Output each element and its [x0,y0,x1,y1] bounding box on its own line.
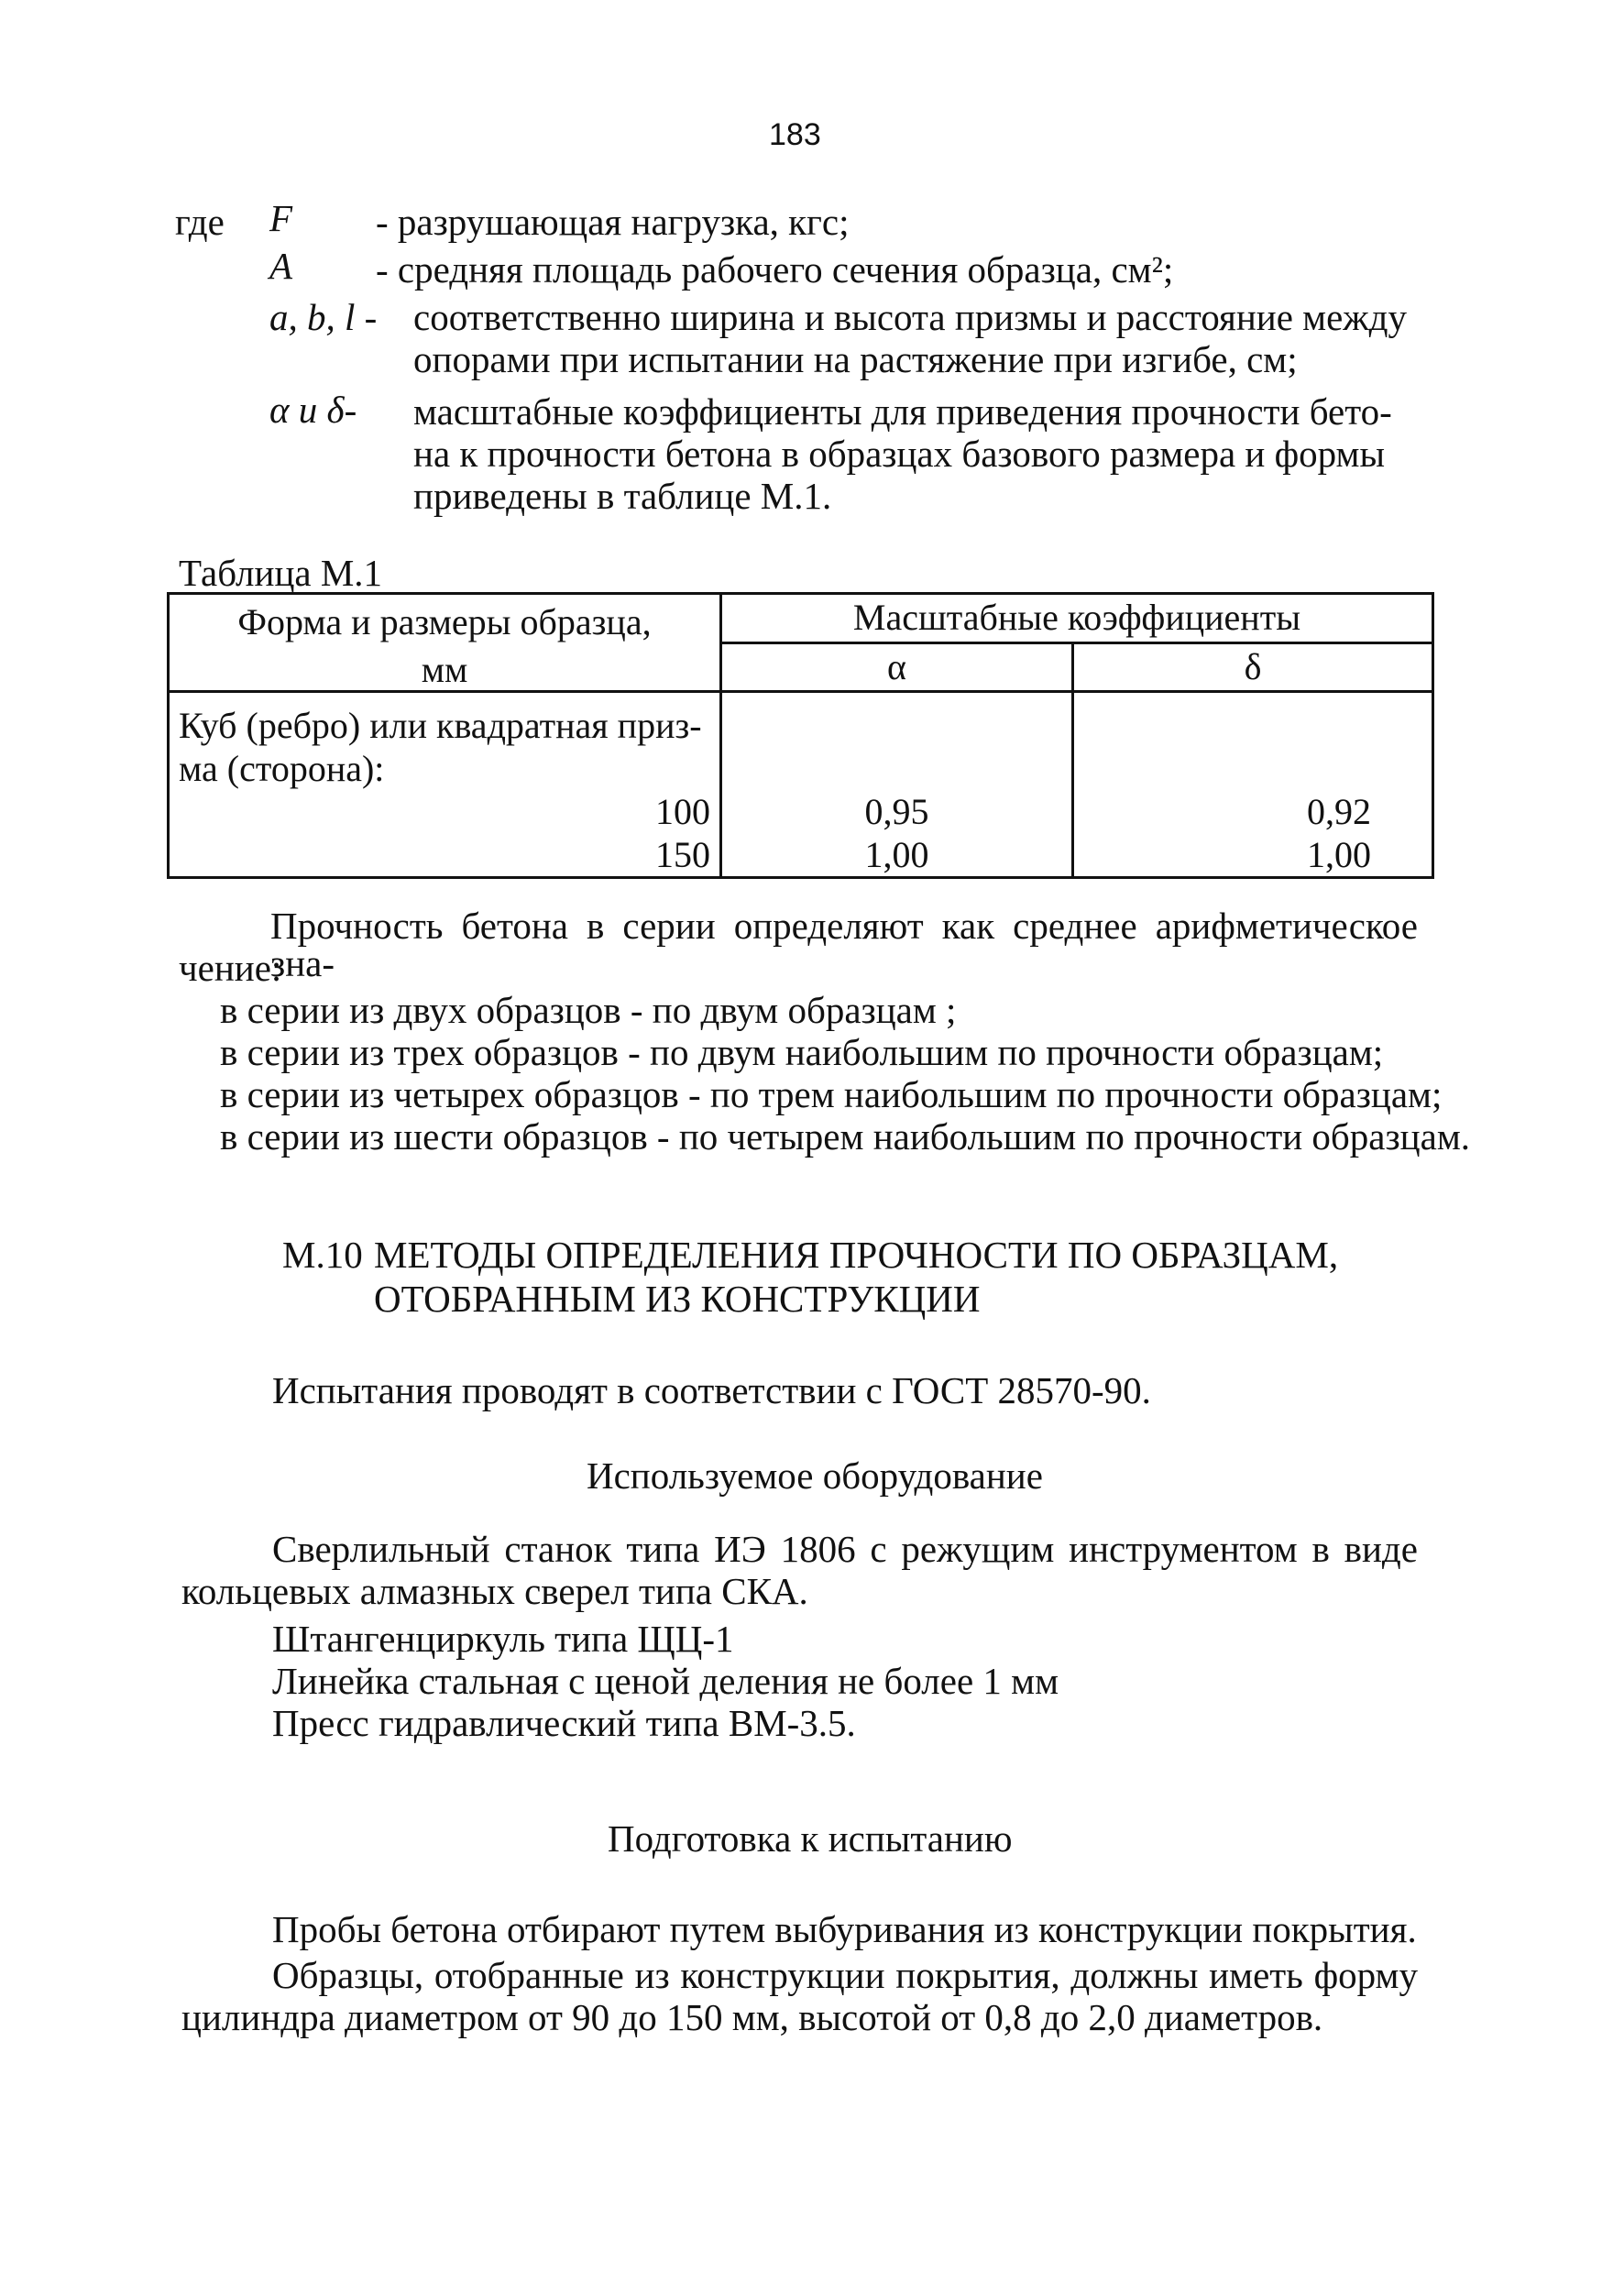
alpha-cell [721,692,1073,878]
col-shape-header [169,594,721,692]
strength-item-2: в серии из трех образцов - по двум наибольшим по прочности образцам; [220,1031,1384,1073]
section-title-line1: МЕТОДЫ ОПРЕДЕЛЕНИЯ ПРОЧНОСТИ ПО ОБРАЗЦАМ, [374,1234,1339,1276]
delta-cell [1073,692,1433,878]
section-title-line2: ОТОБРАННЫМ ИЗ КОНСТРУКЦИИ [374,1278,981,1320]
alpha-value-100: 0,95 [864,791,929,832]
definition-abl-line2: опорами при испытании на растяжение при изгибе, см; [413,338,1298,380]
preparation-line2: Образцы, отобранные из конструкции покрытия, должны иметь форму [272,1954,1418,1996]
equipment-heading: Используемое оборудование [587,1454,1043,1497]
definition-abl-line1: соответственно ширина и высота призмы и расстояние между [413,296,1407,338]
symbol-A: A [269,245,293,287]
strength-paragraph-line2: чение: [179,947,282,989]
preparation-line3: цилиндра диаметром от 90 до 150 мм, высотой от 0,8 до 2,0 диаметров. [181,1996,1323,2038]
equipment-line5: Пресс гидравлический типа ВМ-3.5. [272,1702,856,1744]
alpha-value-150: 1,00 [864,834,929,875]
definition-alpha-delta-line2: на к прочности бетона в образцах базового размера и формы [413,433,1386,475]
row-size-100: 100 [655,791,710,832]
definition-alpha-delta-line3: приведены в таблице М.1. [413,475,832,517]
preparation-line1: Пробы бетона отбирают путем выбуривания из конструкции покрытия. [272,1908,1417,1950]
page-number: 183 [769,117,821,152]
row-label-line2: ма (сторона): [179,748,385,789]
row-size-150: 150 [655,834,710,875]
equipment-line4: Линейка стальная с ценой деления не более 1 мм [272,1660,1059,1702]
col-delta-header: δ [1073,642,1433,692]
section-number: М.10 [282,1234,363,1276]
definition-alpha-delta-line1: масштабные коэффициенты для приведения прочности бето- [413,390,1392,433]
strength-item-4: в серии из шести образцов - по четырем наибольшим по прочности образцам. [220,1115,1471,1158]
delta-value-150: 1,00 [1307,834,1371,875]
delta-value-100: 0,92 [1307,791,1371,832]
strength-item-3: в серии из четырех образцов - по трем наибольшим по прочности образцам; [220,1073,1443,1115]
col-shape-header-line1: Форма и размеры образца, [237,601,652,642]
symbol-F: F [269,197,293,239]
col-alpha-header: α [721,642,1073,692]
col-shape-header-line2: мм [421,649,468,690]
definition-F: - разрушающая нагрузка, кгс; [376,201,850,243]
table-caption: Таблица М.1 [179,552,383,594]
symbol-abl: a, b, l - [269,296,378,338]
group-header: Масштабные коэффициенты [721,594,1433,643]
strength-item-1: в серии из двух образцов - по двум образцам ; [220,989,957,1031]
definition-A: - средняя площадь рабочего сечения образца, см²; [376,248,1174,291]
equipment-line1: Сверлильный станок типа ИЭ 1806 с режущим инструментом в виде [272,1528,1418,1570]
tests-line: Испытания проводят в соответствии с ГОСТ 28570-90. [272,1369,1151,1411]
coefficients-table [167,592,1434,879]
equipment-line3: Штангенциркуль типа ЩЦ-1 [272,1618,734,1660]
strength-paragraph-line1: Прочность бетона в серии определяют как среднее арифметическое зна- [270,905,1418,984]
equipment-line2: кольцевых алмазных сверел типа СКА. [181,1570,808,1612]
shape-cell [169,692,721,878]
where-word: где [175,201,225,243]
preparation-heading: Подготовка к испытанию [608,1817,1013,1860]
symbol-alpha-delta: α и δ- [269,389,357,431]
row-label-line1: Куб (ребро) или квадратная приз- [179,705,702,746]
